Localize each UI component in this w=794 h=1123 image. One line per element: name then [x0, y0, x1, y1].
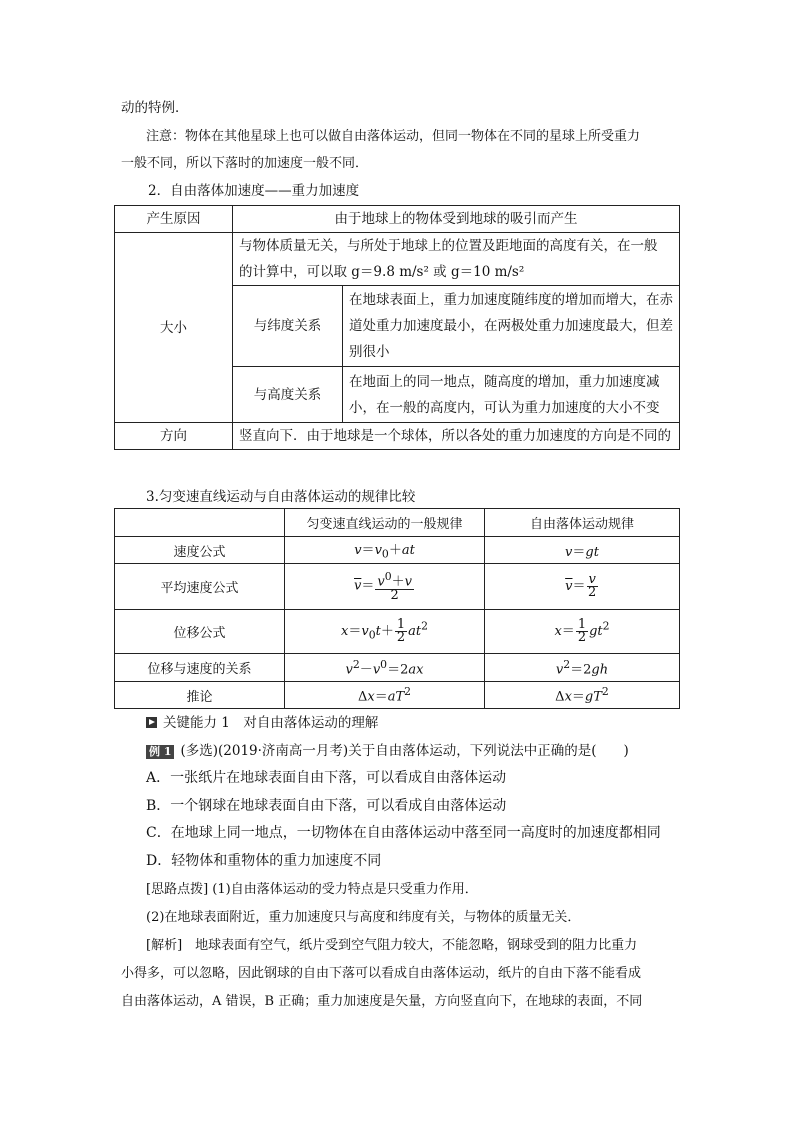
formula: $x=v_0t+$ $\frac{1}{2}$ $at^2$ [285, 610, 485, 654]
section3-heading: 3.匀变速直线运动与自由落体运动的规律比较 [146, 489, 416, 505]
question-text: (多选)(2019·济南高一月考)关于自由落体运动，下列说法中正确的是( ) [180, 743, 629, 759]
height-label: 与高度关系 [233, 367, 343, 423]
cause-label: 产生原因 [115, 206, 233, 233]
formula: v＝gt [485, 537, 680, 564]
formula: x＝ $\frac{1}{2}$ $gt^2$ [485, 610, 680, 654]
row-label: 推论 [115, 682, 285, 709]
row-label: 位移与速度的关系 [115, 654, 285, 682]
row-label: 平均速度公式 [115, 564, 285, 610]
key-ability-title [146, 711, 378, 731]
formula: $\overline{v}=$ $\frac{v}{2}$ [485, 564, 680, 610]
formula: $v^2=2gh$ [485, 654, 680, 682]
formula: $\Delta x=aT^2$ [285, 682, 485, 709]
formula: $v=v_0+at$ [285, 537, 485, 564]
gravity-acceleration-table [114, 205, 680, 450]
direction-label: 方向 [115, 423, 233, 450]
header-col1: 匀变速直线运动的一般规律 [285, 509, 485, 537]
height-value: 在地面上的同一地点，随高度的增加，重力加速度减小，在一般的高度内，可认为重力加速度的大小不变 [343, 367, 680, 423]
formula: $\Delta x=gT^2$ [485, 682, 680, 709]
option-a: A．一张纸片在地球表面自由下落，可以看成自由落体运动 [146, 770, 507, 786]
intro-line: 动的特例． [121, 100, 189, 116]
size-general-line1: 与物体质量无关，与所处于地球上的位置及距地面的高度有关，在一般 [239, 238, 658, 254]
row-label: 位移公式 [115, 610, 285, 654]
option-c: C．在地球上同一地点，一切物体在自由落体运动中落至同一高度时的加速度都相同 [146, 825, 661, 841]
header-empty [115, 509, 285, 537]
formula: $v^2-v^0=2ax$ [285, 654, 485, 682]
comparison-table [114, 508, 680, 709]
note-line-1: 注意：物体在其他星球上也可以做自由落体运动，但同一物体在不同的星球上所受重力 [146, 129, 641, 144]
latitude-value: 在地球表面上，重力加速度随纬度的增加而增大，在赤道处重力加速度最小，在两极处重力加速度最大，但差别很小 [343, 286, 680, 367]
size-general [233, 233, 680, 286]
direction-value: 竖直向下．由于地球是一个球体，所以各处的重力加速度的方向是不同的 [233, 423, 680, 450]
size-label: 大小 [115, 233, 233, 423]
formula: $\overline{v}=$ $\frac{v^0+v}{2}$ [285, 564, 485, 610]
analysis-line-3: 自由落体运动，A 错误，B 正确；重力加速度是矢量，方向竖直向下，在地球的表面，不同 [121, 994, 643, 1009]
hint-line-1: [思路点拨] (1)自由落体运动的受力特点是只受重力作用． [146, 882, 478, 897]
latitude-label: 与纬度关系 [233, 286, 343, 367]
size-general-line2: 的计算中，可以取 g＝9.8 m/s² 或 g＝10 m/s² [239, 264, 525, 280]
section2-heading: 2．自由落体加速度——重力加速度 [148, 183, 360, 199]
cause-value: 由于地球上的物体受到地球的吸引而产生 [233, 206, 680, 233]
header-col2: 自由落体运动规律 [485, 509, 680, 537]
row-label: 速度公式 [115, 537, 285, 564]
play-icon [146, 717, 157, 728]
option-d: D．轻物体和重物体的重力加速度不同 [146, 853, 382, 869]
note-line-2: 一般不同，所以下落时的加速度一般不同． [121, 156, 369, 171]
hint-line-2: (2)在地球表面附近，重力加速度只与高度和纬度有关，与物体的质量无关． [146, 910, 581, 925]
key-ability-text: 关键能力 1 对自由落体运动的理解 [163, 715, 379, 731]
example-badge: 例 1 [146, 745, 174, 759]
example-question [146, 739, 629, 759]
analysis-line-1: [解析] 地球表面有空气，纸片受到空气阻力较大，不能忽略，钢球受到的阻力比重力 [146, 938, 638, 953]
analysis-line-2: 小得多，可以忽略，因此钢球的自由下落可以看成自由落体运动，纸片的自由下落不能看成 [121, 966, 642, 981]
option-b: B．一个钢球在地球表面自由下落，可以看成自由落体运动 [146, 798, 507, 814]
